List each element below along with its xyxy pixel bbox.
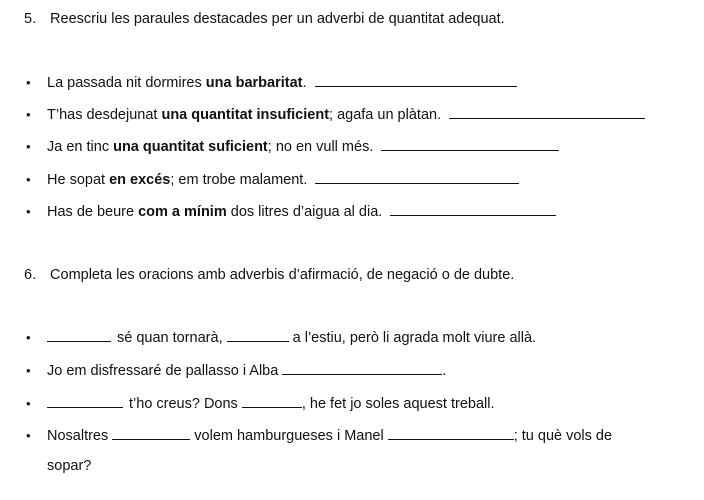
answer-blank[interactable] [47,329,111,342]
item-text: ; no en vull més. [267,139,374,155]
item-text: Jo em disfressaré de pallasso i Alba [47,363,279,379]
list-item [26,427,612,444]
list-item [26,106,645,123]
item-text: T’has desdejunat [47,107,162,123]
answer-blank[interactable] [242,395,302,408]
item-text: La passada nit dormires [47,75,206,91]
answer-blank[interactable] [390,203,556,216]
highlighted-phrase: una quantitat suficient [113,139,268,155]
exercise-instruction: Reescriu les paraules destacades per un adverbi de quantitat adequat. [50,11,505,27]
item-text: He sopat [47,172,110,188]
highlighted-phrase: una barbaritat [205,75,303,91]
list-item [26,329,536,346]
exercise-instruction: Completa les oracions amb adverbis d’afirmació, de negació o de dubte. [50,267,515,283]
list-item [26,74,517,91]
list-item [26,362,446,379]
item-text: Ja en tinc [47,139,114,155]
list-item [26,138,559,155]
answer-blank[interactable] [449,106,645,119]
answer-blank[interactable] [47,395,123,408]
item-text: Has de beure [47,204,139,220]
highlighted-phrase: com a mínim [138,204,227,220]
bullet-icon: • [26,428,31,443]
list-item [26,203,556,220]
bullet-icon: • [26,396,31,411]
item-text: ; tu què vols de [513,428,613,444]
answer-blank[interactable] [315,74,517,87]
bullet-icon: • [26,75,31,90]
bullet-icon: • [26,107,31,122]
answer-blank[interactable] [388,427,514,440]
item-text: sé quan tornarà, [117,330,223,346]
item-text: Nosaltres [47,428,109,444]
exercise-5-heading [24,11,505,27]
item-text: a l’estiu, però li agrada molt viure allà. [292,330,537,346]
bullet-icon: • [26,139,31,154]
exercise-number: 6. [24,267,37,283]
list-item [26,171,519,188]
list-item-continuation: sopar? [47,458,92,474]
answer-blank[interactable] [381,138,559,151]
bullet-icon: • [26,330,31,345]
highlighted-phrase: una quantitat insuficient [161,107,330,123]
item-text: t’ho creus? Dons [129,396,238,412]
exercise-6-heading [24,267,514,283]
bullet-icon: • [26,172,31,187]
exercise-number: 5. [24,11,37,27]
item-text: ; agafa un plàtan. [329,107,442,123]
item-text: , he fet jo soles aquest treball. [301,396,495,412]
item-text: . [302,75,307,91]
bullet-icon: • [26,363,31,378]
item-text: . [442,363,447,379]
item-text: dos litres d’aigua al dia. [226,204,383,220]
answer-blank[interactable] [112,427,190,440]
item-text: volem hamburgueses i Manel [194,428,384,444]
answer-blank[interactable] [227,329,289,342]
answer-blank[interactable] [315,171,519,184]
list-item [26,395,495,412]
bullet-icon: • [26,204,31,219]
item-text: ; em trobe malament. [170,172,308,188]
answer-blank[interactable] [282,362,442,375]
highlighted-phrase: en excés [109,172,171,188]
